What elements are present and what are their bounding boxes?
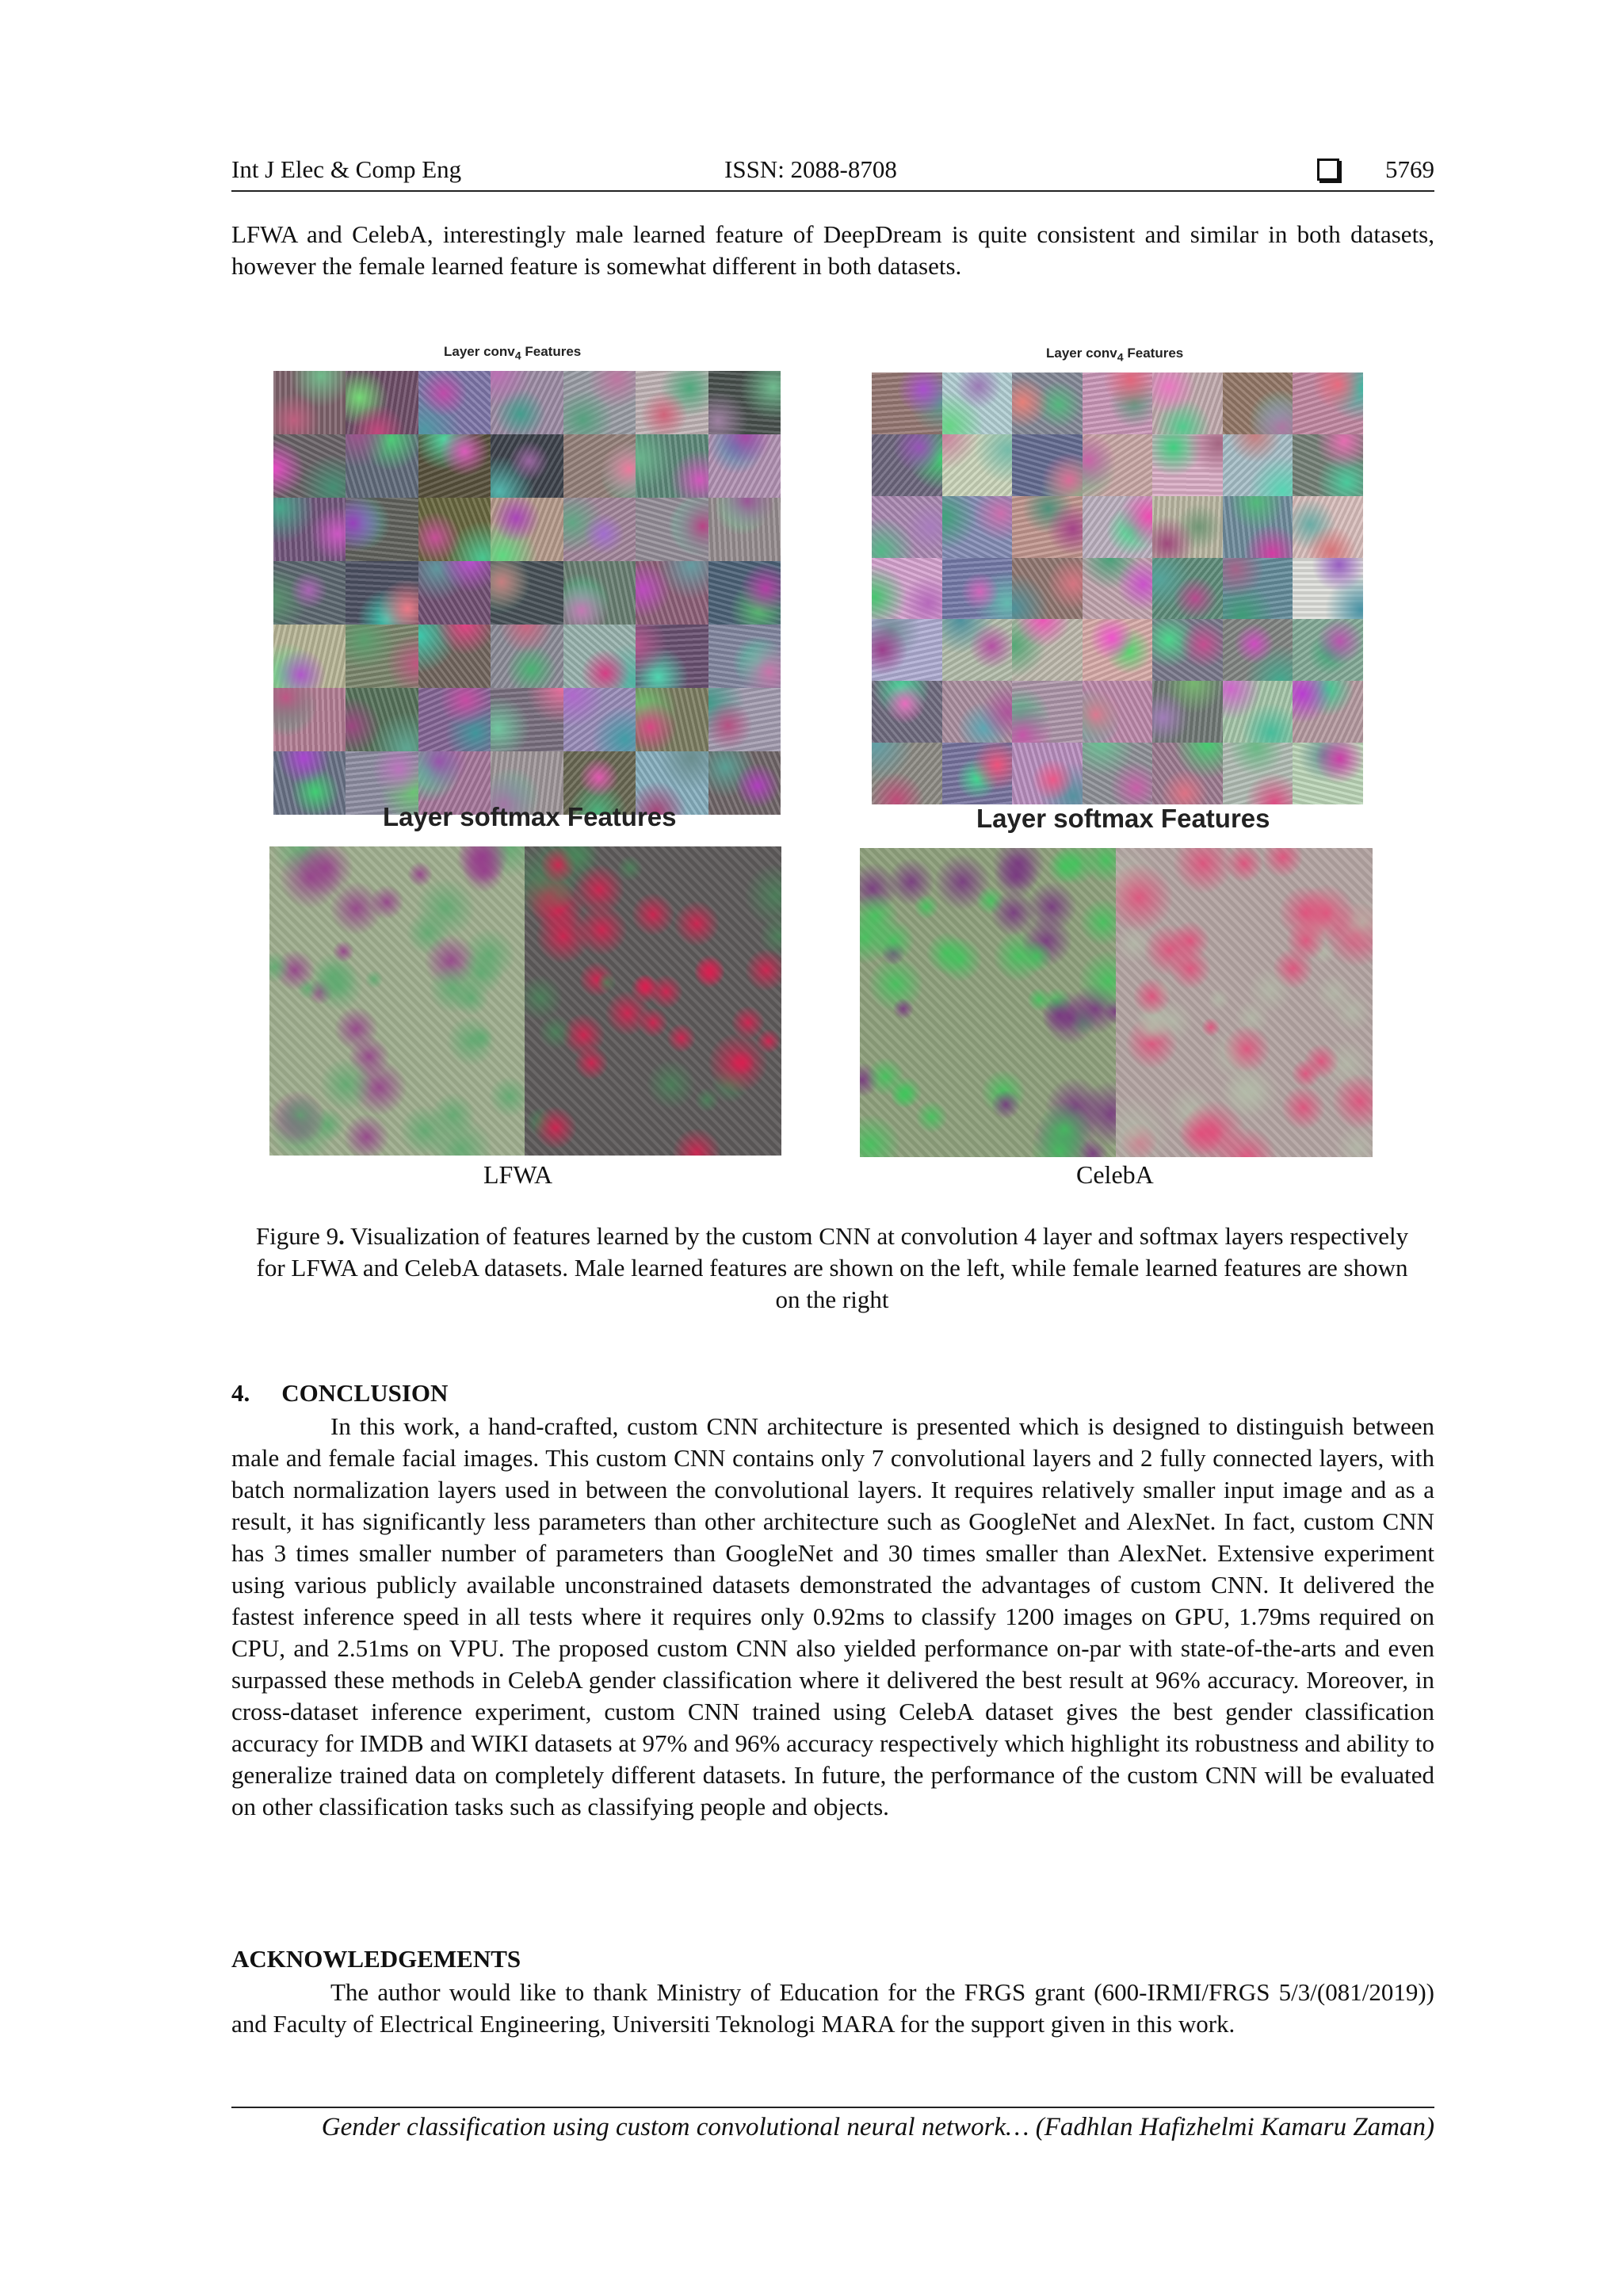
feature-tile (1012, 743, 1083, 804)
feature-tile (708, 498, 781, 561)
feature-tile (708, 561, 781, 625)
feature-tile (1152, 681, 1223, 743)
feature-tile (273, 371, 346, 434)
issn: ISSN: 2088-8708 (724, 155, 897, 183)
right-conv4-feature-grid (872, 372, 1363, 804)
left-conv4-title-prefix: Layer conv (444, 344, 515, 359)
feature-tile (1293, 558, 1363, 620)
feature-tile (491, 625, 563, 688)
feature-tile (636, 371, 708, 434)
feature-tile (1152, 558, 1223, 620)
right-conv4-title (1046, 346, 1183, 364)
feature-tile (418, 688, 491, 751)
journal-name: Int J Elec & Comp Eng (231, 155, 462, 183)
feature-tile (491, 498, 563, 561)
feature-tile (346, 561, 418, 625)
feature-tile (636, 625, 708, 688)
feature-tile (1223, 558, 1293, 620)
feature-tile (1083, 619, 1153, 681)
right-conv4-title-sub: 4 (1117, 351, 1124, 365)
feature-tile (942, 619, 1013, 681)
feature-tile (942, 681, 1013, 743)
feature-tile (563, 371, 636, 434)
feature-tile (491, 688, 563, 751)
feature-tile (1083, 681, 1153, 743)
feature-tile (1223, 372, 1293, 434)
box-bullet-icon (1317, 159, 1339, 181)
feature-tile (942, 496, 1013, 558)
feature-tile (872, 558, 942, 620)
feature-tile (1012, 681, 1083, 743)
feature-tile (942, 434, 1013, 496)
right-conv4-title-suffix: Features (1123, 346, 1184, 361)
right-female-softmax-feature-image (1116, 848, 1373, 1157)
feature-tile (636, 561, 708, 625)
feature-tile (1083, 372, 1153, 434)
feature-tile (872, 434, 942, 496)
feature-tile (563, 561, 636, 625)
right-softmax-title: Layer softmax Features (976, 804, 1270, 833)
feature-tile (563, 498, 636, 561)
feature-tile (636, 434, 708, 498)
feature-tile (491, 434, 563, 498)
feature-tile (418, 371, 491, 434)
feature-tile (1223, 434, 1293, 496)
feature-tile (346, 434, 418, 498)
feature-tile (872, 681, 942, 743)
feature-tile (1223, 743, 1293, 804)
feature-tile (346, 688, 418, 751)
feature-tile (1152, 434, 1223, 496)
feature-tile (273, 561, 346, 625)
figure-caption-punct: . (338, 1222, 345, 1250)
conclusion-heading (231, 1379, 448, 1408)
left-conv4-feature-grid (273, 371, 781, 815)
conclusion-title: CONCLUSION (281, 1379, 449, 1407)
feature-tile (491, 371, 563, 434)
feature-tile (273, 688, 346, 751)
feature-tile (872, 743, 942, 804)
feature-tile (1152, 496, 1223, 558)
running-footer: Gender classification using custom convolutional neural network… (Fadhlan Hafizhelmi Kamaru Zaman) (321, 2113, 1434, 2141)
feature-tile (1012, 619, 1083, 681)
feature-tile (346, 371, 418, 434)
left-softmax-title: Layer softmax Features (383, 802, 677, 831)
feature-tile (1083, 496, 1153, 558)
left-male-softmax-feature-image (269, 846, 525, 1156)
feature-tile (1083, 743, 1153, 804)
feature-tile (1152, 619, 1223, 681)
feature-tile (1012, 496, 1083, 558)
feature-tile (418, 434, 491, 498)
figure-caption-text: Visualization of features learned by the custom CNN at convolution 4 layer and softmax layers respectively for LFWA and CelebA datasets. Male learned features are shown on the left, while female learned features are shown on the right (256, 1222, 1409, 1313)
right-conv4-title-prefix: Layer conv (1046, 346, 1117, 361)
footer-rule (231, 2107, 1434, 2108)
left-conv4-title-sub: 4 (514, 350, 521, 363)
feature-tile (1223, 496, 1293, 558)
feature-tile (708, 751, 781, 815)
running-header (231, 152, 1434, 192)
feature-tile (346, 625, 418, 688)
feature-tile (273, 498, 346, 561)
feature-tile (1083, 434, 1153, 496)
feature-tile (942, 743, 1013, 804)
figure-caption (246, 1221, 1419, 1316)
feature-tile (1223, 681, 1293, 743)
feature-tile (708, 688, 781, 751)
acknowledgements-heading: ACKNOWLEDGEMENTS (231, 1945, 521, 1973)
feature-tile (273, 751, 346, 815)
conclusion-paragraph: In this work, a hand-crafted, custom CNN architecture is presented which is designed to distinguish between male and female facial images. This custom CNN contains only 7 convolutional layers and 2 fully connected layers, with batch normalization layers used in between the convolutional layers. It requires relatively smaller input image and as a result, it has significantly less parameters than other architecture such as GoogleNet and AlexNet. In fact, custom CNN has 3 times smaller number of parameters than GoogleNet and 30 times smaller than AlexNet. Extensive experiment using various publicly available unconstrained datasets demonstrated the advantages of custom CNN. It delivered the fastest inference speed in all tests where it requires only 0.92ms to classify 1200 images on GPU, 1.79ms required on CPU, and 2.51ms on VPU. The proposed custom CNN also yielded performance on-par with state-of-the-arts and even surpassed these methods in CelebA gender classification where it delivered the best result at 96% accuracy. Moreover, in cross-dataset inference experiment, custom CNN trained using CelebA dataset gives the best gender classification accuracy for IMDB and WIKI datasets at 97% and 96% accuracy respectively which highlight its robustness and ability to generalize trained data on completely different datasets. In future, the performance of the custom CNN will be evaluated on other classification tasks such as classifying people and objects. (231, 1412, 1434, 1820)
feature-tile (636, 498, 708, 561)
lfwa-label: LFWA (483, 1160, 553, 1189)
feature-tile (872, 619, 942, 681)
feature-tile (708, 371, 781, 434)
feature-tile (708, 434, 781, 498)
feature-tile (708, 625, 781, 688)
feature-tile (1293, 681, 1363, 743)
feature-tile (273, 625, 346, 688)
feature-tile (942, 372, 1013, 434)
right-male-softmax-feature-image (860, 848, 1116, 1157)
feature-tile (1293, 619, 1363, 681)
left-conv4-title (444, 344, 581, 362)
celeba-label: CelebA (1076, 1160, 1154, 1189)
feature-tile (1293, 743, 1363, 804)
feature-tile (418, 625, 491, 688)
left-female-softmax-feature-image (525, 846, 781, 1156)
feature-tile (418, 498, 491, 561)
feature-tile (636, 688, 708, 751)
feature-tile (872, 372, 942, 434)
feature-tile (1012, 372, 1083, 434)
feature-tile (563, 434, 636, 498)
feature-tile (942, 558, 1013, 620)
page-number: 5769 (1385, 155, 1434, 183)
feature-tile (273, 434, 346, 498)
feature-tile (563, 625, 636, 688)
conclusion-number: 4. (231, 1379, 250, 1407)
feature-tile (1083, 558, 1153, 620)
feature-tile (1293, 434, 1363, 496)
feature-tile (1152, 372, 1223, 434)
feature-tile (1152, 743, 1223, 804)
feature-tile (1223, 619, 1293, 681)
feature-tile (1012, 558, 1083, 620)
feature-tile (563, 688, 636, 751)
feature-tile (1012, 434, 1083, 496)
acknowledgements-paragraph: The author would like to thank Ministry of Education for the FRGS grant (600-IRMI/FRGS 5/3/(081/2019)) and Faculty of Electrical Engineering, Universiti Teknologi MARA for the support given in this work. (231, 1978, 1434, 2038)
feature-tile (346, 498, 418, 561)
feature-tile (872, 496, 942, 558)
feature-tile (491, 561, 563, 625)
intro-paragraph: LFWA and CelebA, interestingly male learned feature of DeepDream is quite consistent and similar in both datasets, however the female learned feature is somewhat different in both datasets. (231, 220, 1434, 280)
figure-caption-label: Figure 9 (255, 1222, 339, 1250)
feature-tile (1293, 496, 1363, 558)
left-conv4-title-suffix: Features (521, 344, 582, 359)
feature-tile (418, 561, 491, 625)
feature-tile (1293, 372, 1363, 434)
